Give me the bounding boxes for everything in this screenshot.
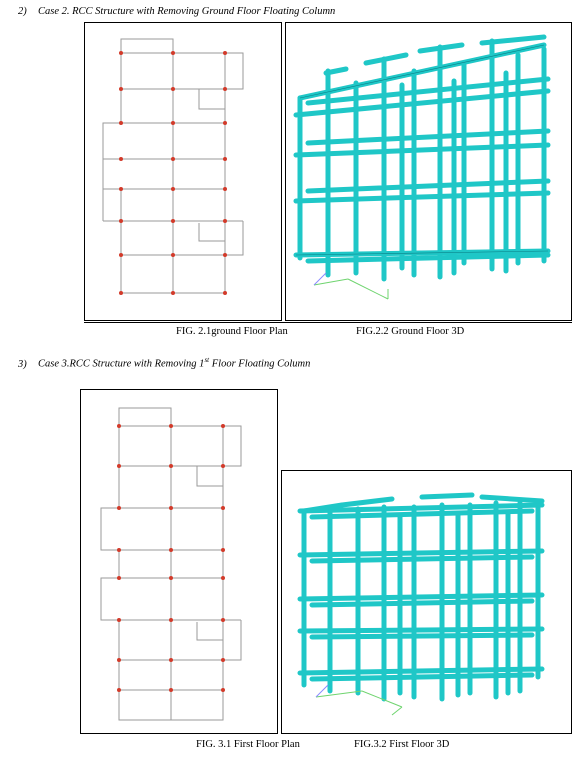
case3-number: 3) xyxy=(18,358,27,370)
case3-fig1-caption: FIG. 3.1 First Floor Plan xyxy=(196,739,300,750)
case3-heading xyxy=(18,356,310,370)
ground-floor-3d-model xyxy=(286,23,571,320)
ground-floor-plan-drawing xyxy=(85,23,281,320)
first-floor-plan-frame xyxy=(80,389,278,734)
first-floor-3d-model xyxy=(282,471,571,733)
case3-fig2-caption: FIG.3.2 First Floor 3D xyxy=(354,739,450,750)
ground-floor-3d-frame xyxy=(285,22,572,321)
case2-heading-text: Case 2. RCC Structure with Removing Ground Floor Floating Column xyxy=(38,6,336,17)
case2-number: 2) xyxy=(18,6,27,17)
axis-triad xyxy=(314,273,388,299)
ground-floor-plan-frame xyxy=(84,22,282,321)
case2-heading xyxy=(18,6,335,17)
case3-heading-post: Floor Floating Column xyxy=(209,358,311,370)
case2-fig1-caption: FIG. 2.1ground Floor Plan xyxy=(176,326,288,337)
first-floor-3d-frame xyxy=(281,470,572,734)
case3-heading-pre: Case 3.RCC Structure with Removing 1 xyxy=(38,358,205,370)
case2-fig2-caption: FIG.2.2 Ground Floor 3D xyxy=(356,326,465,337)
case3-heading-sup: st xyxy=(204,356,210,364)
first-floor-plan-drawing xyxy=(81,390,277,733)
case2-caption-rule xyxy=(84,322,572,323)
